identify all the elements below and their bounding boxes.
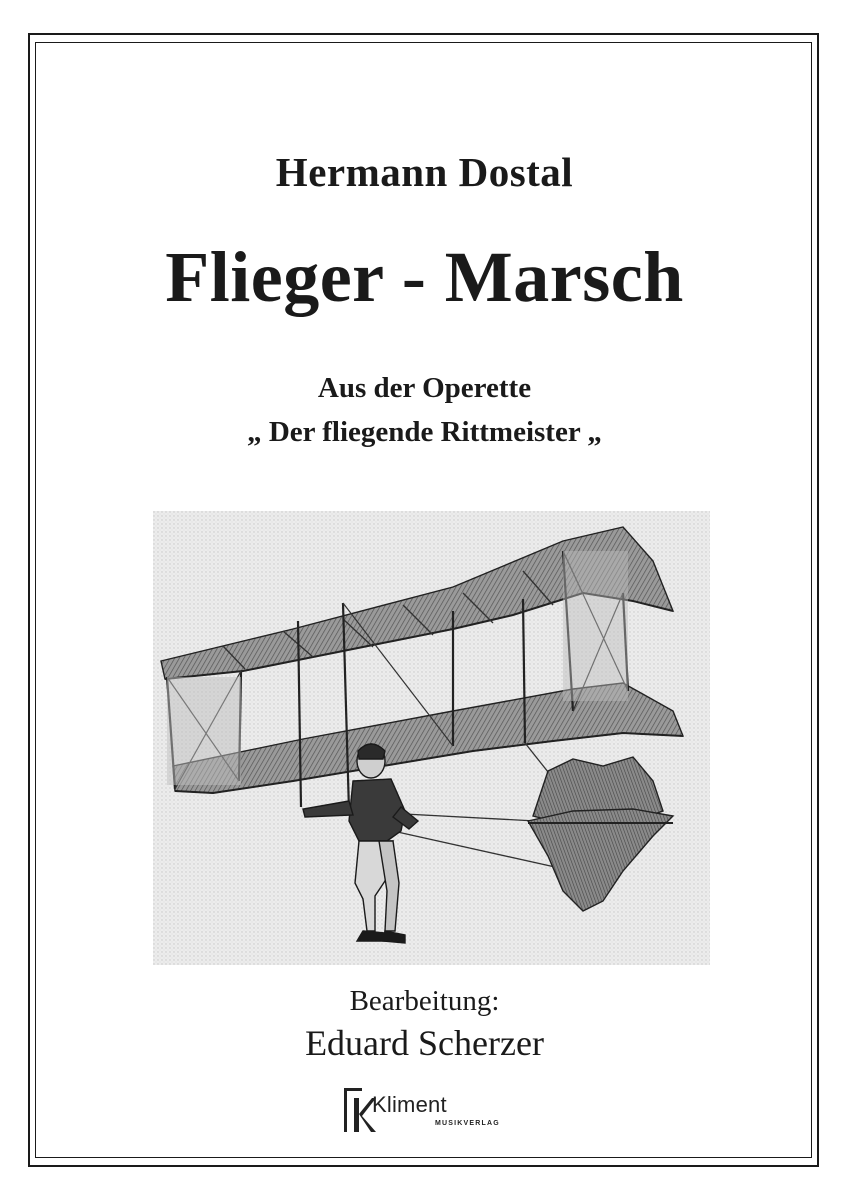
subtitle-operetta-name: „ Der fliegende Rittmeister „ [247,416,602,448]
piece-title: Flieger - Marsch [165,237,684,317]
subtitle-operetta: Aus der Operette [317,372,532,404]
composer-name: Hermann Dostal [275,149,574,195]
publisher-subtitle: MUSIKVERLAG [435,1120,500,1127]
arrangement-label: Bearbeitung: [349,985,500,1017]
kliment-k-icon [342,1086,376,1136]
biplane-glider-illustration [153,511,710,965]
publisher-logo [342,1082,542,1144]
publisher-name: Kliment [372,1092,447,1117]
arranger-name: Eduard Scherzer [305,1023,544,1063]
